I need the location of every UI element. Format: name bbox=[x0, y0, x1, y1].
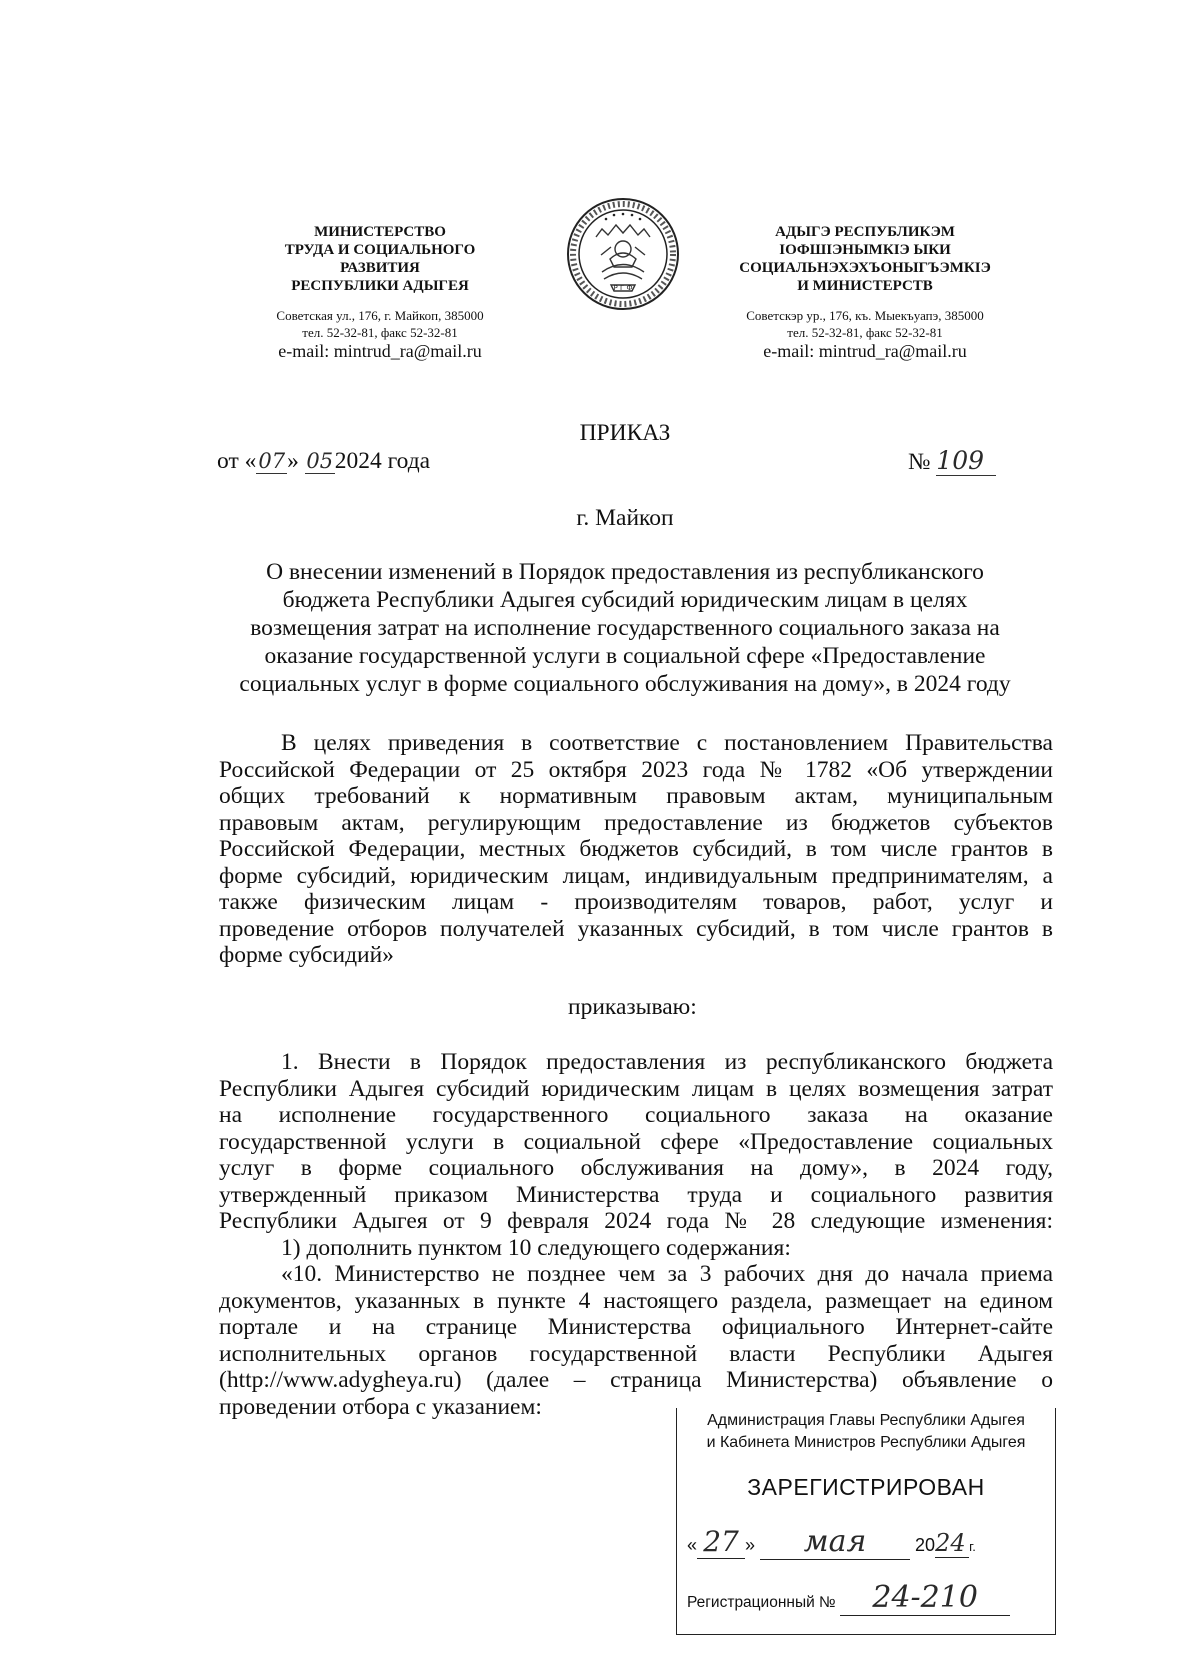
subject-line: возмещения затрат на исполнение государственного социального заказа на bbox=[250, 615, 1000, 641]
para-10-line: документов, указанных в пункте 4 настоящего раздела, размещает на едином bbox=[219, 1287, 1053, 1314]
emblem-icon bbox=[566, 197, 680, 311]
order-date bbox=[217, 448, 430, 475]
para-10-line: портале и на странице Министерства официального Интернет-сайте bbox=[219, 1314, 1053, 1340]
ministry-name-ru bbox=[230, 223, 530, 295]
item-1-line: 1. Внести в Порядок предоставления из республиканского бюджета bbox=[281, 1049, 1053, 1075]
header-left bbox=[230, 223, 530, 361]
ministry-email-ru: e-mail: mintrud_ra@mail.ru bbox=[278, 341, 482, 361]
preamble-line: проведение отборов получателей указанных субсидий, в том числе грантов в bbox=[219, 915, 1053, 942]
subject-line: О внесении изменений в Порядок предоставления из республиканского bbox=[266, 559, 984, 585]
ministry-name-line: РЕСПУБЛИКИ АДЫГЕЯ bbox=[291, 278, 469, 294]
ministry-name-ady bbox=[700, 223, 1030, 295]
stamp-reg-number-handwritten: 24-210 bbox=[840, 1580, 1010, 1616]
item-1 bbox=[219, 1049, 1053, 1420]
order-subject bbox=[200, 558, 1050, 698]
preamble-line: форме субсидий» bbox=[219, 942, 394, 968]
date-prefix: от « bbox=[217, 448, 257, 474]
ministry-name-line: И МИНИСТЕРСТВ bbox=[797, 278, 933, 294]
item-1-line: на исполнение государственного социального заказа на оказание bbox=[219, 1102, 1053, 1128]
order-word: приказываю: bbox=[568, 994, 697, 1020]
item-1-line: утвержденный приказом Министерства труда и социального развития bbox=[219, 1181, 1053, 1208]
stamp-org-line: Администрация Главы Республики Адыгея bbox=[707, 1412, 1025, 1429]
item-1-line: услуг в форме социального обслуживания на дому», в 2024 году, bbox=[219, 1155, 1053, 1181]
item-1-line: Республики Адыгея субсидий юридическим лицам в целях возмещения затрат bbox=[219, 1075, 1053, 1102]
ministry-name-line: АДЫГЭ РЕСПУБЛИКЭМ bbox=[775, 224, 955, 240]
date-year: 2024 года bbox=[334, 448, 431, 474]
stamp-day-handwritten: 27 bbox=[697, 1525, 745, 1559]
number-label: № bbox=[908, 449, 931, 475]
stamp-month-handwritten: мая bbox=[760, 1524, 910, 1560]
ministry-name-line: ТРУДА И СОЦИАЛЬНОГО bbox=[284, 242, 476, 258]
item-1-line: Республики Адыгея от 9 февраля 2024 года № 28 следующие изменения: bbox=[219, 1208, 1053, 1234]
stamp-date: « 27 » мая 2024 г. bbox=[687, 1524, 976, 1559]
order-title: ПРИКАЗ bbox=[579, 420, 671, 446]
stamp-year-suffix: г. bbox=[969, 1539, 976, 1554]
ministry-name-line: РАЗВИТИЯ bbox=[340, 260, 420, 276]
ministry-name-line: ІОФШІЭНЫМКІЭ ЫКИ bbox=[779, 242, 951, 258]
stamp-registration bbox=[687, 1580, 1047, 1616]
preamble-line: форме субсидий, юридическим лицам, индивидуальным предпринимателям, а bbox=[219, 862, 1053, 889]
preamble-line: правовым актам, регулирующим предоставление из бюджетов субъектов bbox=[219, 809, 1053, 836]
preamble bbox=[219, 730, 1053, 969]
preamble-line: также физическим лицам - производителям товаров, работ, услуг и bbox=[219, 889, 1053, 915]
city: г. Майкоп bbox=[576, 505, 674, 531]
preamble-line: Российской Федерации от 25 октября 2023 года № 1782 «Об утверждении bbox=[219, 756, 1053, 783]
emblem-letters: Р Г Ф bbox=[613, 284, 633, 292]
preamble-line: В целях приведения в соответствие с постановлением Правительства bbox=[281, 730, 1053, 756]
registration-stamp bbox=[676, 1408, 1056, 1635]
stamp-reg-label: Регистрационный № bbox=[687, 1594, 836, 1611]
ministry-name-line: МИНИСТЕРСТВО bbox=[314, 224, 446, 240]
adygea-emblem bbox=[566, 197, 680, 311]
date-month-handwritten: 05 bbox=[306, 449, 334, 473]
para-10-line: проведении отбора с указанием: bbox=[219, 1393, 542, 1420]
subject-line: социальных услуг в форме социального обслуживания на дому», в 2024 году bbox=[239, 671, 1011, 697]
stamp-year-prefix: 20 bbox=[915, 1535, 936, 1555]
preamble-line: Российской Федерации, местных бюджетов субсидий, в том числе грантов в bbox=[219, 836, 1053, 862]
para-10-line: исполнительных органов государственной власти Республики Адыгея bbox=[219, 1340, 1053, 1367]
preamble-line: общих требований к нормативным правовым актам, муниципальным bbox=[219, 783, 1053, 809]
stamp-status: ЗАРЕГИСТРИРОВАН bbox=[747, 1474, 985, 1500]
item-1-line: государственной услуги в социальной сфере «Предоставление социальных bbox=[219, 1128, 1053, 1155]
ministry-name-line: СОЦИАЛЬНЭХЭХЪОНЫГЪЭМКІЭ bbox=[739, 260, 991, 276]
ministry-email-ady: e-mail: mintrud_ra@mail.ru bbox=[763, 341, 967, 361]
order-number bbox=[908, 446, 996, 476]
ministry-address-ru: Советская ул., 176, г. Майкоп, 385000 bbox=[276, 308, 484, 323]
ministry-address-ady: Советскэр ур., 176, къ. Мыекъуапэ, 385000 bbox=[746, 308, 984, 323]
stamp-year-handwritten: 24 bbox=[935, 1529, 969, 1558]
para-10-line: «10. Министерство не позднее чем за 3 рабочих дня до начала приема bbox=[281, 1261, 1053, 1287]
subject-line: оказание государственной услуги в социальной сфере «Предоставление bbox=[264, 643, 986, 669]
header-right bbox=[700, 223, 1030, 361]
date-day-handwritten: 07 bbox=[258, 449, 286, 473]
sub-item-1: 1) дополнить пунктом 10 следующего содержания: bbox=[281, 1234, 791, 1261]
date-quote: » bbox=[287, 448, 299, 474]
ministry-phone-ady: тел. 52-32-81, факс 52-32-81 bbox=[787, 325, 943, 340]
stamp-org bbox=[677, 1410, 1055, 1454]
ministry-phone-ru: тел. 52-32-81, факс 52-32-81 bbox=[302, 325, 458, 340]
para-10-line: (http://www.adygheya.ru) (далее – страница Министерства) объявление о bbox=[219, 1367, 1053, 1393]
stamp-org-line: и Кабинета Министров Республики Адыгея bbox=[706, 1434, 1026, 1451]
number-handwritten: 109 bbox=[936, 446, 996, 476]
subject-line: бюджета Республики Адыгея субсидий юридическим лицам в целях bbox=[282, 587, 968, 613]
